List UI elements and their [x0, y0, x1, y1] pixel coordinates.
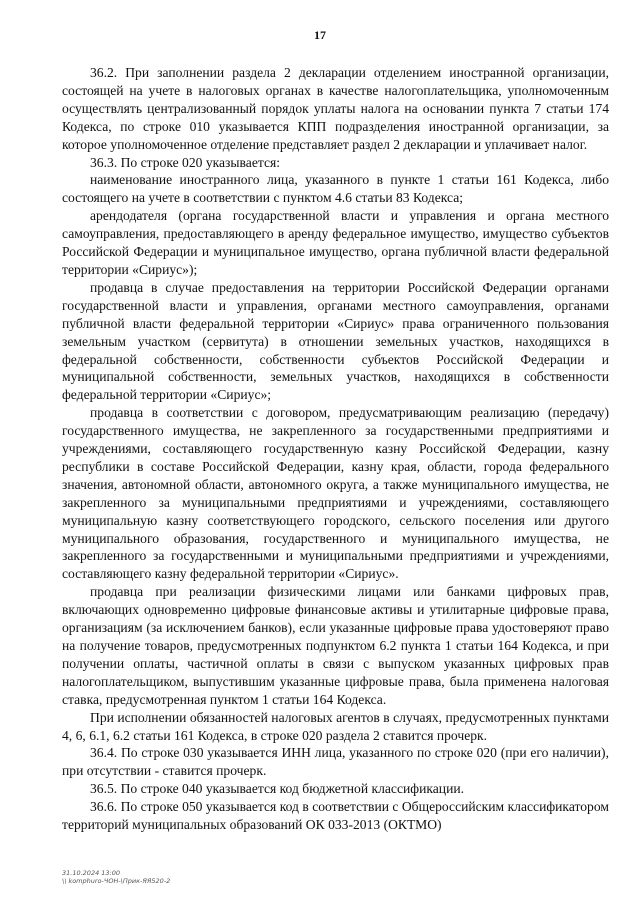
paragraph-36-2: 36.2. При заполнении раздела 2 декларации отделением иностранной организации, состоящей на учете в налоговых органах в качестве налогоплательщика, уполномоченным осуществлять централизованный порядок уплаты налога на основании пункта 7 статьи 174 Кодекса, по строке 010 указывается КПП подразделения иностранной организации, за которое уполномоченное отделение представляет раздел 2 декларации и уплачивает налог.	[62, 65, 609, 152]
paragraph-36-4: 36.4. По строке 030 указывается ИНН лица, указанного по строке 020 (при его наличии), при отсутствии - ставится прочерк.	[62, 745, 609, 779]
paragraph-36-5: 36.5. По строке 040 указывается код бюджетной классификации.	[90, 781, 465, 797]
footer-stamp	[62, 869, 170, 885]
paragraph-foreign-entity: наименование иностранного лица, указанного в пункте 1 статьи 161 Кодекса, либо состоящего на учете в соответствии с пунктом 4.6 статьи 83 Кодекса;	[62, 172, 609, 206]
paragraph-lessor: арендодателя (органа государственной власти и управления и органа местного самоуправления, предоставляющего в аренду федеральное имущество, имущество субъектов Российской Федерации и муниципальное имущество, органа публичной власти федеральной территории «Сириус»);	[62, 208, 609, 277]
paragraph-seller-servitude: продавца в случае предоставления на территории Российской Федерации органами государственной власти и управления, органами местного самоуправления, органами публичной власти федеральной территории «Сириус» права ограниченного пользования земельным участком (сервитута) в отношении земельных участков, находящихся в федеральной собственности, собственности субъектов Российской Федерации и муниципальной собственности, земельных участков, находящихся в собственности федеральной территории «Сириус»;	[62, 279, 609, 403]
paragraph-tax-agents: При исполнении обязанностей налоговых агентов в случаях, предусмотренных пунктами 4, 6, 6.1, 6.2 статьи 161 Кодекса, в строке 020 раздела 2 ставится прочерк.	[62, 709, 609, 743]
document-body	[62, 64, 609, 834]
page-number: 17	[314, 28, 326, 42]
paragraph-seller-digital-rights: продавца при реализации физическими лицами или банками цифровых прав, включающих одновременно цифровые финансовые активы и утилитарные цифровые права, организациям (за исключением банков), если указанные цифровые права удостоверяют право на получение товаров, предусмотренных подпунктом 6.2 пункта 1 статьи 164 Кодекса, и при получении оплаты, частичной оплаты в связи с выпуском указанных цифровых прав налогоплательщиком, выпустившим указанные цифровые права, была применена налоговая ставка, предусмотренная пунктом 1 статьи 164 Кодекса.	[62, 584, 609, 707]
footer-timestamp: 31.10.2024 13:00	[62, 869, 121, 877]
footer-file-path: \\ komphuro-ЧОН-\Прик-ЯЯ520-2	[62, 877, 171, 885]
paragraph-36-6: 36.6. По строке 050 указывается код в соответствии с Общероссийским классификатором территорий муниципальных образований ОК 033-2013 (ОКТМО)	[62, 799, 609, 833]
paragraph-seller-property: продавца в соответствии с договором, предусматривающим реализацию (передачу) государственного имущества, не закрепленного за государственными предприятиями и учреждениями, составляющего государственную казну Российской Федерации, казну республики в составе Российской Федерации, казну края, области, города федерального значения, автономной области, автономного округа, а также муниципального имущества, не закрепленного за муниципальными предприятиями и учреждениями, составляющего муниципальную казну соответствующего городского, сельского поселения или другого муниципального образования, государственного и муниципального имущества, не закрепленного за государственными и муниципальными предприятиями и учреждениями, составляющего казну федеральной территории «Сириус».	[62, 405, 609, 582]
paragraph-36-3-heading: 36.3. По строке 020 указывается:	[90, 154, 281, 170]
